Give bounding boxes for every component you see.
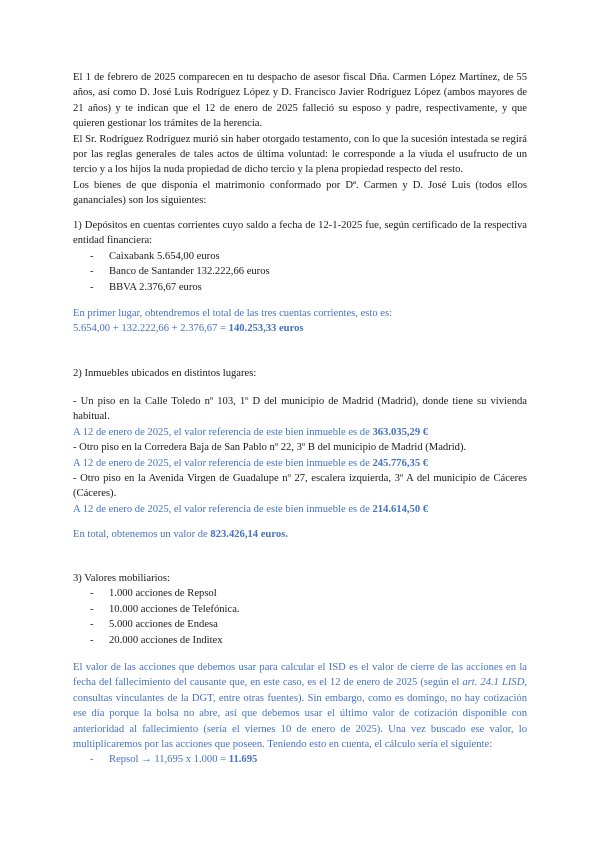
deposit-item: BBVA 2.376,67 euros <box>109 281 202 293</box>
deposits-calculation <box>73 306 527 337</box>
intro-paragraph-2: El Sr. Rodríguez Rodríguez murió sin haber otorgado testamento, con lo que la sucesión intestada se regirá por las reglas generales de tales actos de última voluntad: le corresponde a la viuda el usufructo de un tercio y a los hijos la nuda propiedad de dicho tercio y la plena propiedad respecto del resto. <box>73 133 527 176</box>
bullet-dash: - <box>90 250 94 262</box>
calc-result: 11.695 <box>228 754 258 766</box>
list-item <box>73 633 527 648</box>
bullet-dash: - <box>90 603 94 615</box>
deposits-formula: 5.654,00 + 132.222,66 + 2.376,67 = <box>73 323 229 335</box>
property-value-line-2 <box>73 456 527 471</box>
list-item <box>73 617 527 632</box>
explanation-part-a: El valor de las acciones que debemos usar para calcular el ISD es el valor de cierre de las acciones en la fecha del fallecimiento del causante que, en este caso, es el 12 de enero de 2025 (según el <box>73 662 527 689</box>
deposits-heading: 1) Depósitos en cuentas corrientes cuyo saldo a fecha de 12-1-2025 fue, según certificado de la respectiva entidad financiera: <box>73 220 527 247</box>
properties-total-paragraph <box>73 527 527 542</box>
intro-section <box>73 70 527 209</box>
property-value-text: A 12 de enero de 2025, el valor referencia de este bien inmueble es de <box>73 457 373 469</box>
intro-paragraph-1: El 1 de febrero de 2025 comparecen en tu despacho de asesor fiscal Dña. Carmen López Martínez, de 55 años, así como D. José Luis Rodríguez López y D. Francisco Javier Rodríguez López (ambos mayores de 21 años) y te indican que el 12 de enero de 2025 falleció su esposo y padre, respectivamente, y que quieren gestionar los trámites de la herencia. <box>73 72 527 130</box>
security-item: 1.000 acciones de Repsol <box>109 588 217 600</box>
security-item: 5.000 acciones de Endesa <box>109 619 218 631</box>
securities-explanation <box>73 660 527 768</box>
property-value-line-1 <box>73 425 527 440</box>
properties-total: 823.426,14 euros. <box>210 529 288 540</box>
explanation-part-b: , consultas vinculantes de la DGT, entre otras fuentes). Sin embargo, como es domingo, no hay cotización ese día porque la bolsa no abre, así que debemos usar el último valor de cotización disponible con anterioridad al fallecimiento (sería el viernes 10 de enero de 2025). Una vez buscado ese valor, lo multiplicaremos por las acciones que poseen. Teniendo esto en cuenta, el cálculo sería el siguiente: <box>73 677 528 751</box>
properties-section <box>73 366 527 381</box>
list-item <box>73 280 527 295</box>
securities-section <box>73 571 527 648</box>
property-value-1: 363.035,29 € <box>372 426 429 438</box>
deposits-formula-line <box>73 321 527 336</box>
list-item <box>73 264 527 279</box>
security-item: 10.000 acciones de Telefónica. <box>109 603 240 615</box>
properties-total-line <box>73 527 527 542</box>
bullet-dash: - <box>90 754 94 766</box>
bullet-dash: - <box>90 266 94 278</box>
property-value-text: A 12 de enero de 2025, el valor referencia de este bien inmueble es de <box>73 426 373 438</box>
intro-paragraph-3: Los bienes de que disponía el matrimonio conformado por Dª. Carmen y D. José Luis (todos ellos gananciales) son los siguientes: <box>73 179 527 207</box>
repsol-calculation <box>109 752 257 767</box>
property-value-text: A 12 de enero de 2025, el valor referencia de este bien inmueble es de <box>73 503 373 515</box>
securities-explanation-paragraph <box>73 660 527 752</box>
property-item-3: - Otro piso en la Avenida Virgen de Guadalupe nº 27, escalera izquierda, 3º A del municipio de Cáceres (Cáceres). <box>73 473 527 500</box>
properties-heading: 2) Inmuebles ubicados en distintos lugares: <box>73 368 257 379</box>
list-item <box>73 602 527 617</box>
list-item <box>73 586 527 601</box>
properties-list <box>73 394 527 517</box>
bullet-dash: - <box>90 281 94 293</box>
deposit-item: Caixabank 5.654,00 euros <box>109 250 220 262</box>
property-item-1: - Un piso en la Calle Toledo nº 103, 1º D del municipio de Madrid (Madrid), donde tiene su vivienda habitual. <box>73 396 527 423</box>
security-item: 20.000 acciones de Inditex <box>109 634 223 646</box>
property-value-2: 245.776,35 € <box>372 457 429 469</box>
bullet-dash: - <box>90 619 94 631</box>
deposits-section <box>73 218 527 295</box>
bullet-dash: - <box>90 634 94 646</box>
bullet-dash: - <box>90 588 94 600</box>
property-value-3: 214.614,50 € <box>372 503 429 515</box>
deposits-note: En primer lugar, obtendremos el total de las tres cuentas corrientes, esto es: <box>73 308 393 319</box>
calc-text: Repsol → 11,695 x 1.000 = <box>109 754 229 766</box>
deposits-total: 140.253,33 euros <box>228 323 304 335</box>
property-value-line-3 <box>73 502 527 517</box>
properties-total-text: En total, obtenemos un valor de <box>73 529 211 540</box>
list-item <box>73 752 527 767</box>
property-item-2: - Otro piso en la Corredera Baja de San Pablo nº 22, 3º B del municipio de Madrid (Madrid). <box>73 442 467 454</box>
securities-heading: 3) Valores mobiliarios: <box>73 573 170 584</box>
list-item <box>73 249 527 264</box>
law-article-reference: art. 24.1 LISD <box>462 677 525 689</box>
deposit-item: Banco de Santander 132.222,66 euros <box>109 266 270 278</box>
